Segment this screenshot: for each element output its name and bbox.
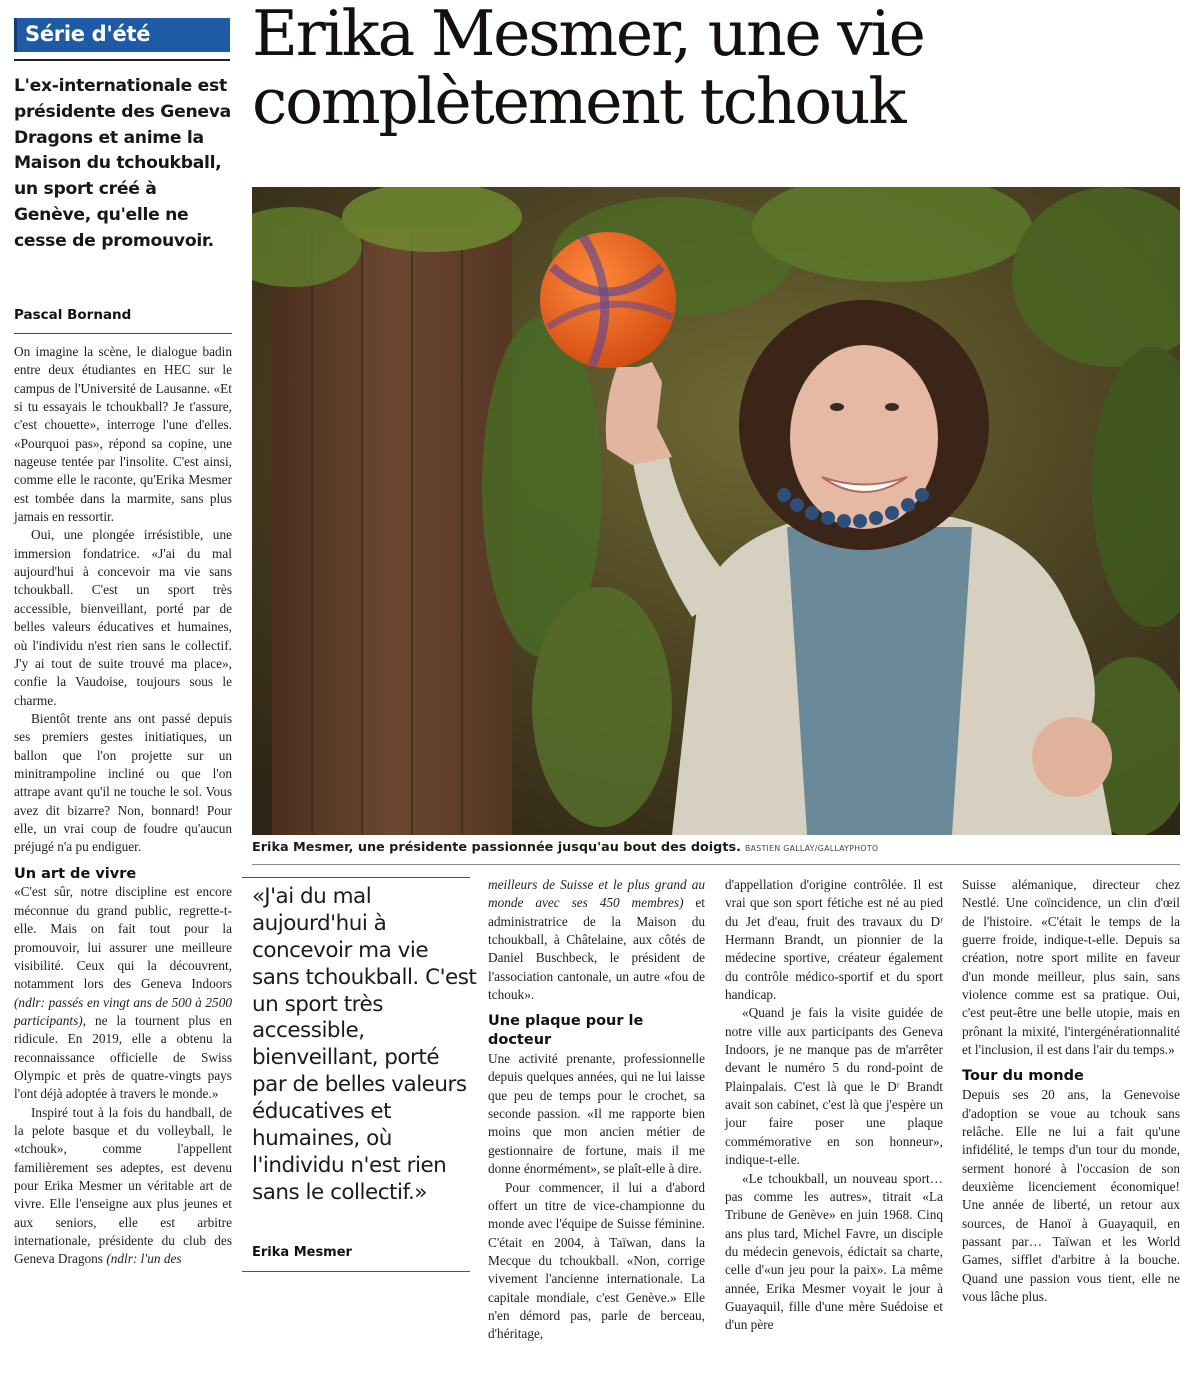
subheading: Un art de vivre (14, 865, 137, 882)
pull-quote-author: Erika Mesmer (252, 1245, 352, 1260)
article-column-3 (725, 876, 943, 1335)
chapeau: L'ex-internationale est présidente des Geneva Dragons et anime la Maison du tchoukball, un sport créé à Genève, qu'elle ne cesse de promouvoir. (14, 76, 231, 251)
article-column-2 (488, 876, 705, 1344)
paragraph: Bientôt trente ans ont passé depuis ses premiers gestes initiatiques, un ballon que l'on projette sur un minitrampoline incliné ou que l'on attrape avant qu'il ne touche le sol. Vous avez dit bizarre? Non, bonnard! Pour elle, un vrai coup de foudre qu'aucun préjugé n'a pu endiguer. (14, 710, 232, 855)
byline-divider (14, 333, 232, 334)
paragraph: meilleurs de Suisse et le plus grand au monde avec ses 450 membres) et administratrice de la Maison du tchoukball, à Châtelaine, aux côtés de Daniel Buschbeck, le président de l'association cantonale, un autre «fou de tchouk». (488, 877, 706, 1003)
paragraph: «C'est sûr, notre discipline est encore méconnue du grand public, regrette-t-elle. Mais on fait tout pour la promouvoir, lui assurer une meilleure visibilité. Ceux qui la découvrent, notamment lors des Geneva Indoors (ndlr: passés en vingt ans de 500 à 2500 participants), ne la tournent plus en ridicule. En 2019, elle a obtenu la reconnaissance officielle de Swiss Olympic et près de quatre-vingts pays l'ont déjà adoptée à travers le monde.» (14, 884, 232, 1102)
pull-quote: «J'ai du mal aujourd'hui à concevoir ma vie sans tchoukball. C'est un sport très accessible, bienveillant, porté par de belles valeurs éducatives et humaines, où l'individu n'est rien sans le collectif.» (252, 884, 477, 1205)
wooden-door (272, 227, 512, 835)
photo-credit: BASTIEN GALLAY/GALLAYPHOTO (744, 844, 879, 853)
paragraph: Depuis ses 20 ans, la Genevoise d'adoption se voue au tchouk sans relâche. Elle ne lui a fait qu'une infidélité, le temps d'un tour du monde, serment honoré à l'occasion de son deuxième licenciement économique! Une année de liberté, un retour aux sources, de Hanoï à Guayaquil, en passant par… Taïwan et les World Games, sifflet d'arbitre à la bouche. Quand une passion vous tient, elle ne vous lâche plus. (962, 1087, 1180, 1305)
paragraph: «Le tchoukball, un nouveau sport… pas comme les autres», titrait «La Tribune de Genève» en juin 1968. Cinq ans plus tard, Michel Favre, un disciple du médecin genevois, édictait sa charte, celle d'«un jeu pour la paix». La même année, Erika Mesmer voyait le jour à Guayaquil, fille d'une mère Suédoise et d'un père (725, 1170, 943, 1333)
headline: Erika Mesmer, une vie complètement tchouk (252, 0, 924, 139)
paragraph: d'appellation d'origine contrôlée. Il est vrai que son sport fétiche est né au pied du Jet d'eau, fruit des travaux du Dʳ Hermann Brandt, un pionnier de la médecine sportive, créateur également du contrôle médico-sportif et du sport handicap. (725, 877, 943, 1003)
blue-dress (787, 527, 972, 835)
article-column-1 (14, 343, 232, 1269)
face (790, 345, 938, 529)
subheading: Une plaque pour le docteur (488, 1013, 644, 1049)
paragraph: Suisse alémanique, directeur chez Nestlé. Une coïncidence, un clin d'œil de l'histoire. «C'était le temps de la guerre froide, indique-t-elle. Depuis sa création, notre sport milite en faveur d'un monde meilleur, plus sain, sans violence comme est sa pratique. Oui, c'est peut-être une belle utopie, mais en prônant la mixité, l'intergénérationnalité et l'inclusion, il est dans l'air du temps.» (962, 877, 1180, 1058)
paragraph: Inspiré tout à la fois du handball, de la pelote basque et du volleyball, le «tchouk», comme l'appellent familièrement ses adeptes, est devenu pour Erika Mesmer un véritable art de vivre. Elle l'enseigne aux plus jeunes et aux seniors, elle est arbitre internationale, présidente du club des Geneva Dragons (ndlr: l'un des (14, 1104, 232, 1267)
section-label (14, 18, 230, 52)
subheading: Tour du monde (962, 1068, 1084, 1085)
article-column-4 (962, 876, 1180, 1306)
section-label-text: Série d'été (25, 22, 151, 46)
caption-divider (252, 864, 1180, 865)
article-photo (252, 187, 1180, 835)
photo-illustration (252, 187, 1180, 835)
paragraph: Pour commencer, il lui a d'abord offert un titre de vice-championne du monde avec l'équipe de Suisse féminine. C'était en 2004, à Taïwan, dans la Mecque du tchoukball. «Non, corrige vivement l'ancienne internationale. La capitale mondiale, c'est Genève.» Elle n'en démord pas, parle de berceau, d'héritage, (488, 1179, 705, 1342)
tchoukball-ball (540, 232, 676, 368)
photo-caption: Erika Mesmer, une présidente passionnée jusqu'au bout des doigts. BASTIEN GALLAY/GALLAYPHOTO (252, 840, 879, 855)
section-divider (14, 59, 230, 61)
byline: Pascal Bornand (14, 307, 132, 323)
paragraph: On imagine la scène, le dialogue badin entre deux étudiantes en HEC sur le campus de l'Université de Lausanne. «Et si tu essayais le tchoukball? Je t'assure, c'est chouette», interroge l'une d'elles. «Pourquoi pas», répond sa copine, une nageuse tentée par l'insolite. C'est ainsi, comme elle le raconte, qu'Erika Mesmer est tombée dans la marmite, sans plus jamais en ressortir. (14, 344, 232, 525)
paragraph: Oui, une plongée irrésistible, une immersion fondatrice. «J'ai du mal aujourd'hui à concevoir ma vie sans tchoukball. C'est un sport très accessible, bienveillant, porté par de belles valeurs éducatives et humaines, où l'individu n'est rien sans le collectif. J'y ai tout de suite trouvé ma place», confie la Vaudoise, toujours sous le charme. (14, 527, 232, 708)
paragraph: «Quand je fais la visite guidée de notre ville aux participants des Geneva Indoors, je ne manque pas de m'arrêter devant le numéro 5 du rond-point de Plainpalais. C'est là que le Dʳ Brandt avait son cabinet, c'est là que j'espère un jour faire poser une plaque commémorative en son honneur», indique-t-elle. (725, 1005, 943, 1168)
paragraph: Une activité prenante, professionnelle depuis quelques années, qui ne lui laisse que peu de temps pour le crochet, sa seconde passion. «Il me rapporte bien moins que mon ancien métier de gestionnaire de fortune, mais il me donne énormément», se plaît-elle à dire. (488, 1051, 705, 1177)
